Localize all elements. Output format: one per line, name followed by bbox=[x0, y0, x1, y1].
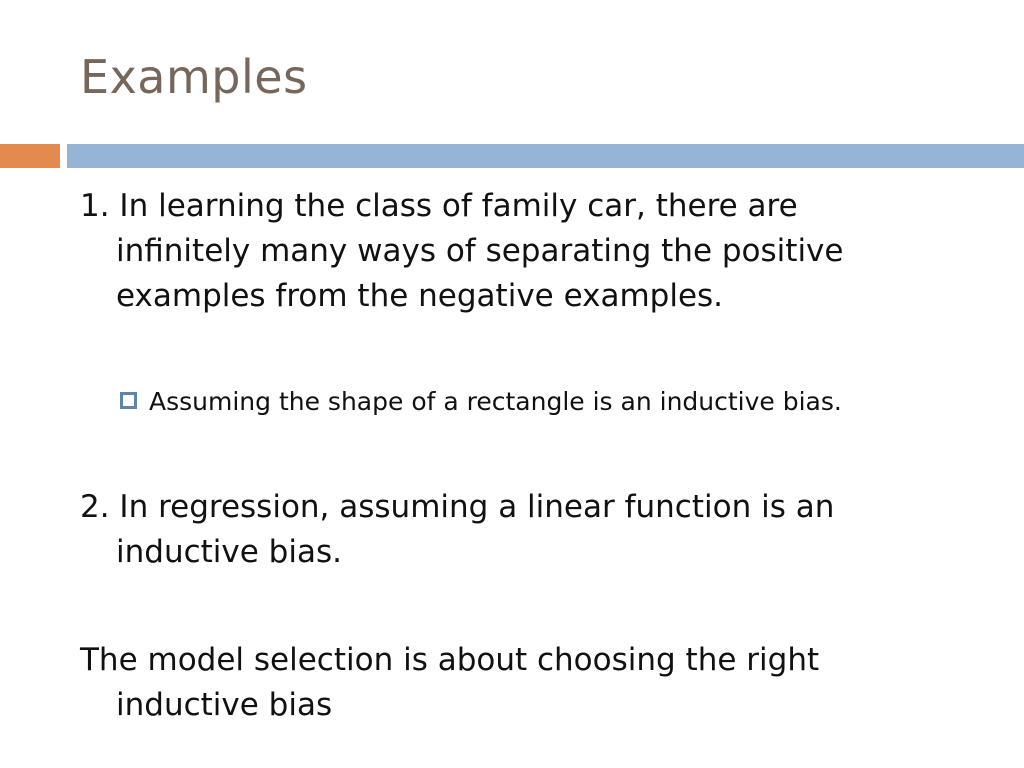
bullet-item-1-line-2: infinitely many ways of separating the positive bbox=[116, 233, 844, 269]
bullet-item-2-line-1: 2. In regression, assuming a linear function is an bbox=[80, 489, 835, 525]
square-bullet-icon bbox=[120, 392, 137, 409]
bullet-item-1-line-3: examples from the negative examples. bbox=[116, 278, 724, 314]
bullet-item-3-line-1: The model selection is about choosing the right bbox=[80, 642, 820, 678]
title-accent-bar bbox=[0, 144, 60, 168]
sub-bullet-text: Assuming the shape of a rectangle is an inductive bias. bbox=[149, 387, 842, 416]
bullet-item-3-line-2: inductive bias bbox=[116, 687, 333, 723]
sub-bullet-item bbox=[120, 382, 842, 422]
bullet-item-2 bbox=[80, 485, 984, 575]
bullet-item-1-line-1: 1. In learning the class of family car, there are bbox=[80, 188, 798, 224]
slide-title: Examples bbox=[80, 50, 308, 104]
bullet-item-2-line-2: inductive bias. bbox=[116, 534, 342, 570]
title-divider-bar bbox=[67, 144, 1024, 168]
bullet-item-1 bbox=[80, 184, 984, 319]
bullet-item-3 bbox=[80, 638, 984, 728]
